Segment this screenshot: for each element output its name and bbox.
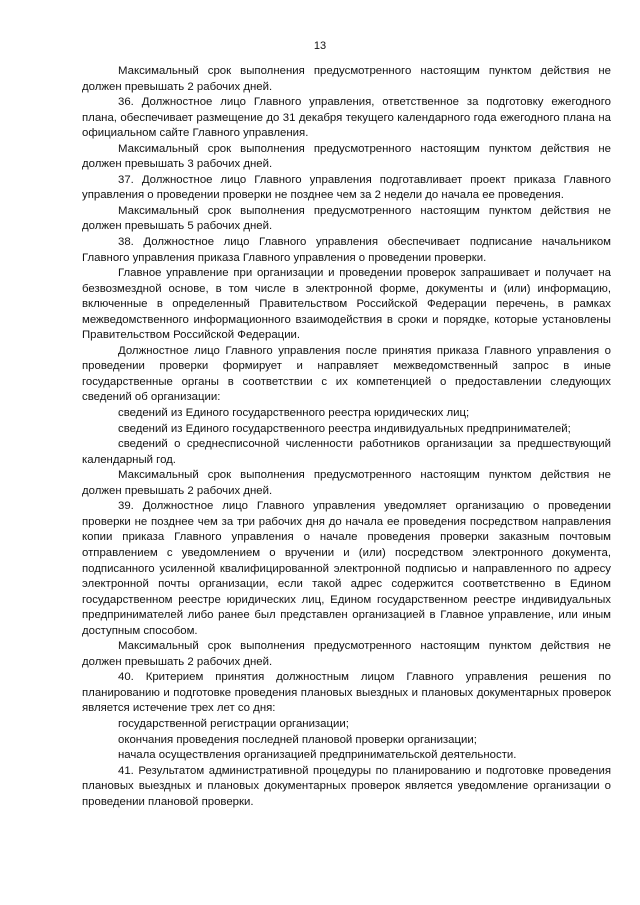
paragraph-deadline-3-days: Максимальный срок выполнения предусмотренного настоящим пунктом действия не должен превышать 3 рабочих дней. [82,142,611,171]
list-item-average-headcount: сведений о среднесписочной численности работников организации за предшествующий календарный год. [82,438,611,466]
page-number: 13 [313,40,327,52]
list-item-entrepreneurs-registry: сведений из Единого государственного реестра индивидуальных предпринимателей; [118,422,571,435]
document-body [82,64,611,810]
paragraph-item-38: 38. Должностное лицо Главного управления обеспечивает подписание начальником Главного управления приказа Главного управления о проведении проверки. [82,236,611,264]
paragraph-deadline-2-days: Максимальный срок выполнения предусмотренного настоящим пунктом действия не должен превышать 2 рабочих дней. [82,65,611,93]
paragraph-item-40: 40. Критерием принятия должностным лицом Главного управления решения по планированию и подготовке проведения плановых выездных и плановых документарных проверок является истечение трех лет со дня: [82,671,611,715]
paragraph-deadline-2-days-third: Максимальный срок выполнения предусмотренного настоящим пунктом действия не должен превышать 2 рабочих дней. [82,640,611,668]
list-item-legal-entities-registry: сведений из Единого государственного реестра юридических лиц; [118,407,470,420]
paragraph-interagency-requests: Главное управление при организации и проведении проверок запрашивает и получает на безвозмездной основе, в том числе в электронной форме, документы и (или) информацию, включенные в определенный Правительством Российской Федерации перечень, в рамках межведомственного информационного взаимодействия в сроки и порядке, которые установлены Правительством Российской Федерации. [82,267,611,342]
paragraph-deadline-5-days: Максимальный срок выполнения предусмотренного настоящим пунктом действия не должен превышать 5 рабочих дней. [82,204,611,233]
paragraph-item-39: 39. Должностное лицо Главного управления уведомляет организацию о проведении проверки не позднее чем за три рабочих дня до начала ее проведения посредством направления копии приказа Главного управления о начале проведения проверки заказным почтовым отправлением с уведомлением о вручении и (или) посредством электронного документа, подписанного усиленной квалифицированной электронной подписью и направленного по адресу электронной почты организации, если такой адрес содержится соответственно в Едином государственном реестре юридических лиц, Едином государственном реестре индивидуальных предпринимателей либо ранее был представлен организацией в Главное управление, или иным доступным способом. [82,500,611,637]
paragraph-interagency-query: Должностное лицо Главного управления после принятия приказа Главного управления о проведении проверки формирует и направляет межведомственный запрос в иные государственные органы в соответствии с их компетенцией о предоставлении следующих сведений об организации: [82,344,611,404]
paragraph-item-36: 36. Должностное лицо Главного управления, ответственное за подготовку ежегодного плана, обеспечивает размещение до 31 декабря текущего календарного года ежегодного плана на официальном сайте Главного управления. [82,96,611,140]
paragraph-deadline-2-days-second: Максимальный срок выполнения предусмотренного настоящим пунктом действия не должен превышать 2 рабочих дней. [82,469,611,497]
list-item-last-inspection: окончания проведения последней плановой проверки организации; [118,733,477,746]
paragraph-item-41: 41. Результатом административной процедуры по планированию и подготовке проведения плановых выездных и плановых документарных проверок является уведомление организации о проведении плановой проверки. [82,764,611,808]
list-item-business-start: начала осуществления организацией предпринимательской деятельности. [118,749,517,762]
list-item-state-registration: государственной регистрации организации; [118,717,349,730]
paragraph-item-37: 37. Должностное лицо Главного управления подготавливает проект приказа Главного управления о проведении проверки не позднее чем за 2 недели до начала ее проведения. [82,173,611,202]
